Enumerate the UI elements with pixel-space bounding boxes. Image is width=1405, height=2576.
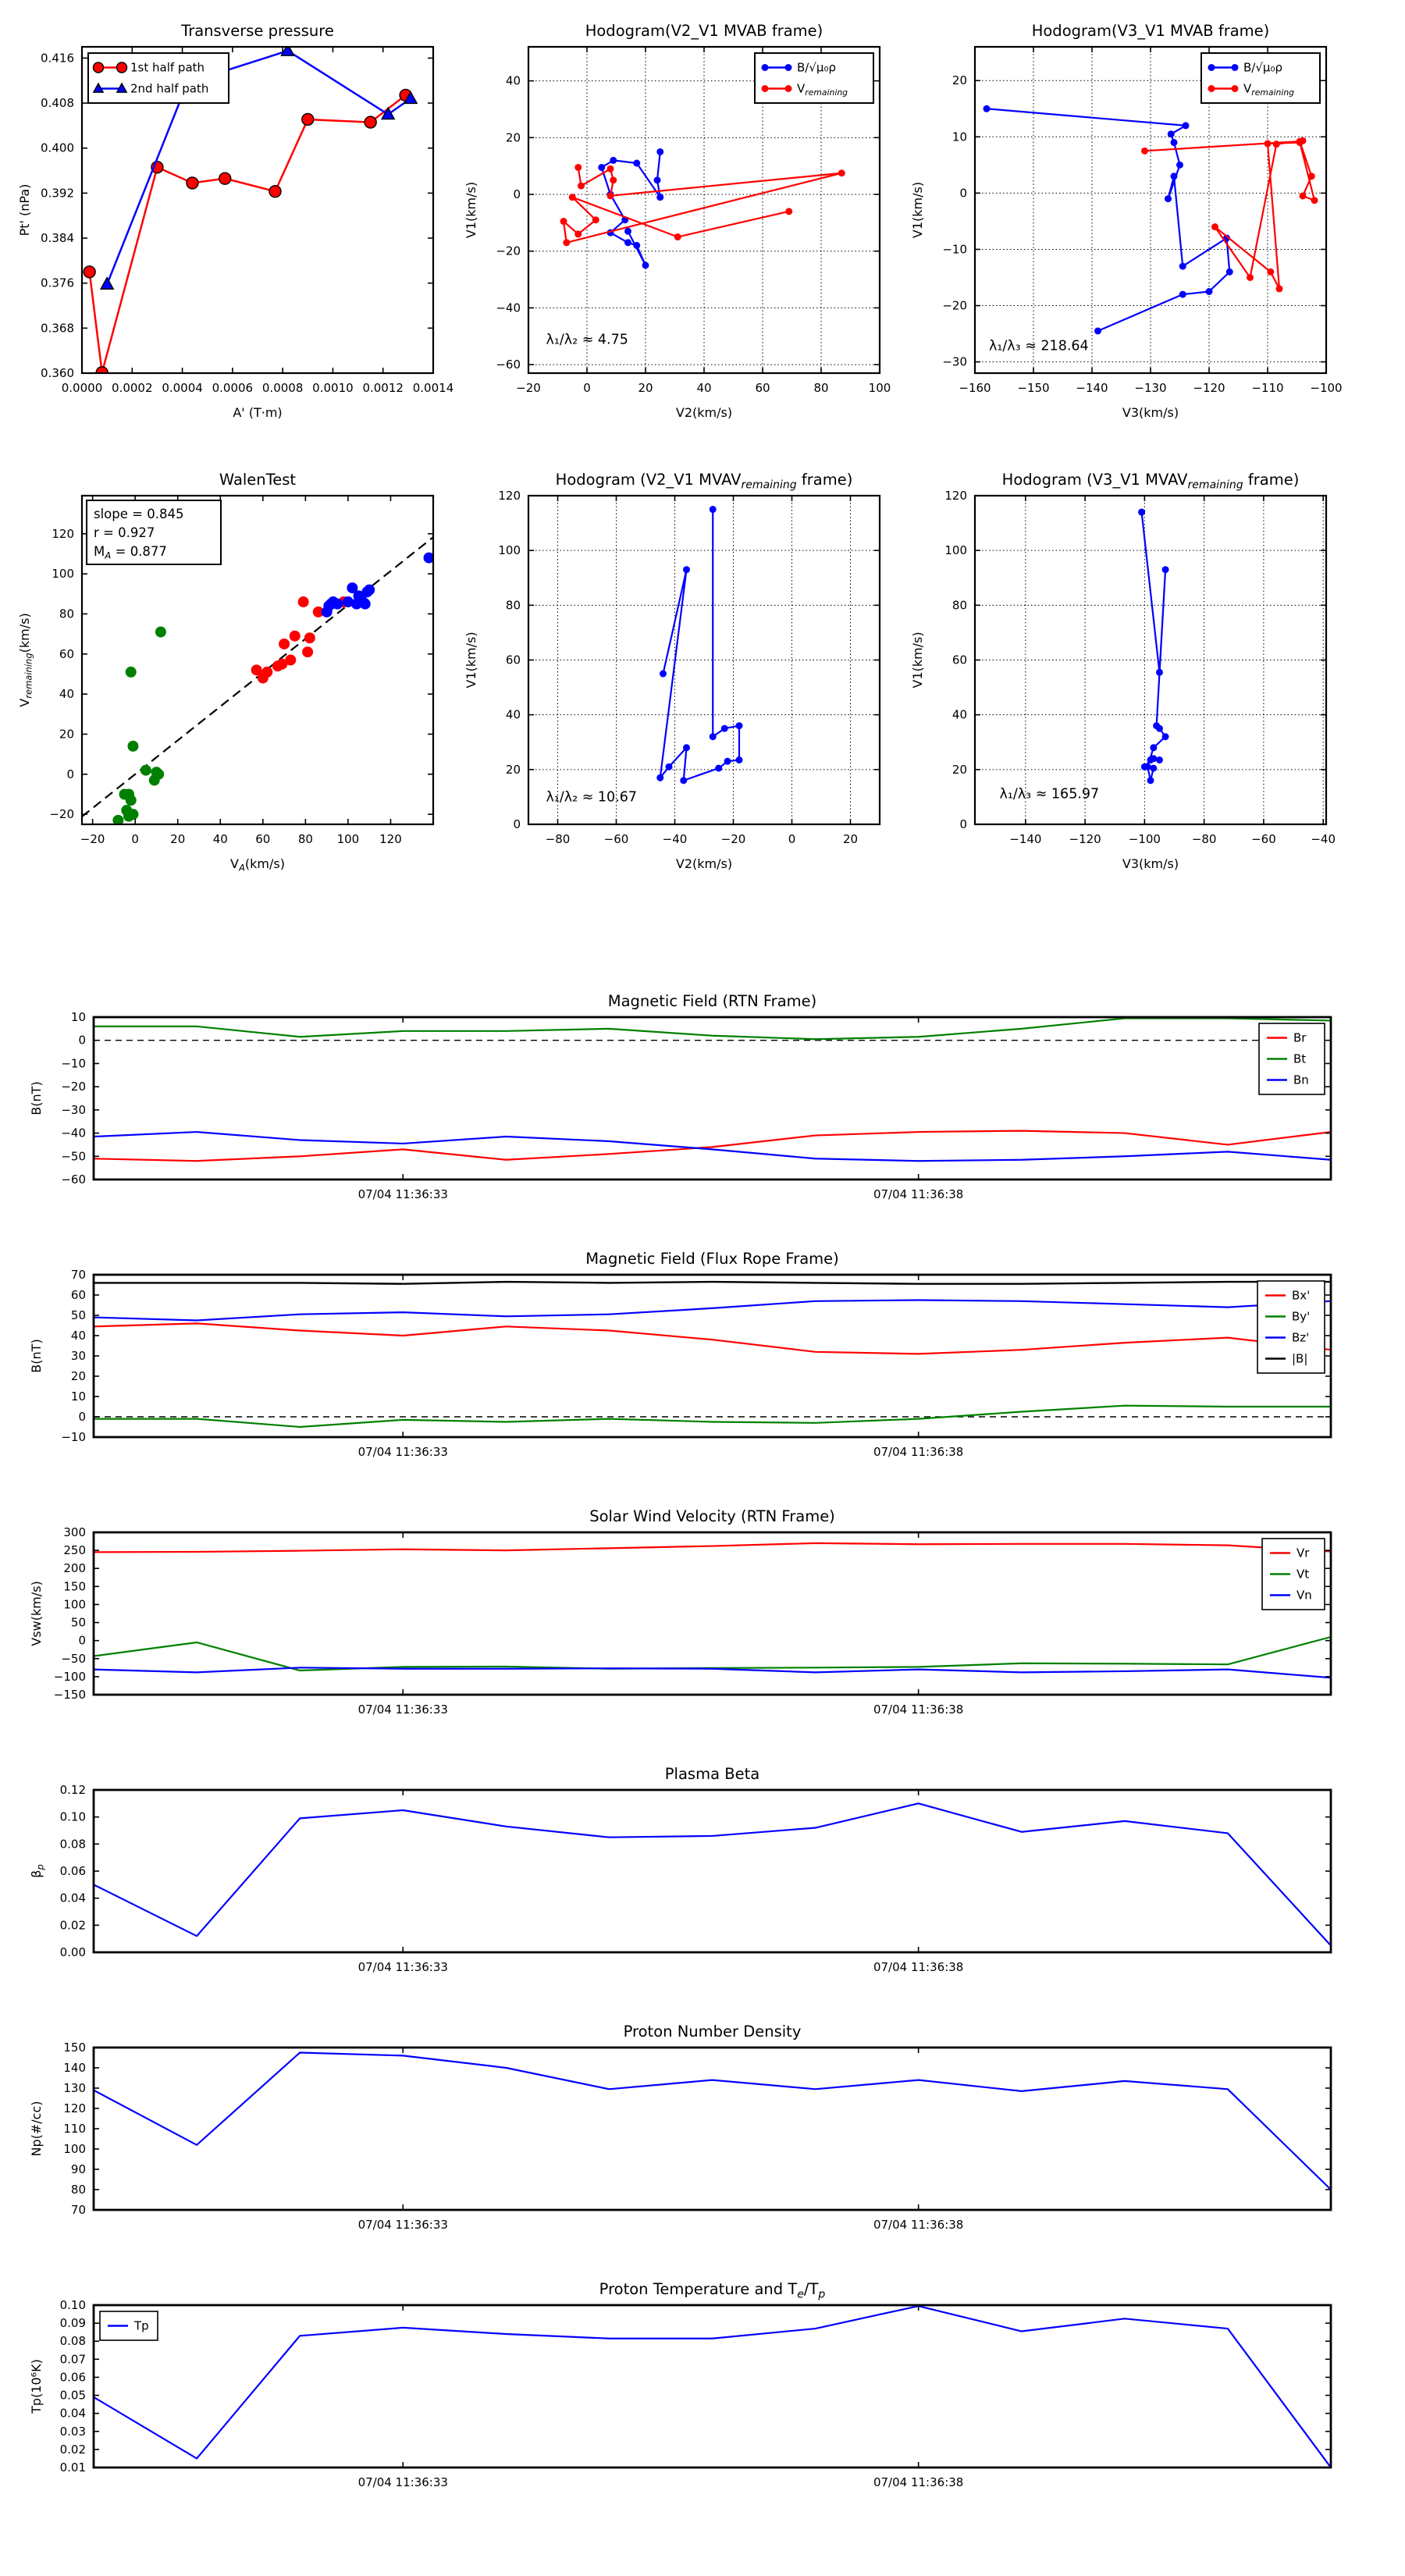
chart-walen-test [0, 461, 468, 912]
svg-text:Vremaining(km/s): $V_{remaining}(km/s)$ [17, 613, 34, 707]
svg-text:200: 200 [63, 1561, 86, 1576]
svg-text:−20: −20 [61, 1080, 86, 1094]
svg-text:−10: −10 [942, 242, 967, 257]
svg-text:10: 10 [951, 130, 967, 144]
svg-text:20: 20 [638, 381, 653, 395]
svg-text:−130: −130 [1134, 381, 1167, 395]
svg-text:0.06: 0.06 [59, 2370, 86, 2385]
svg-text:20: 20 [505, 762, 521, 777]
svg-text:r = 0.927: r = 0.927 [94, 525, 155, 540]
svg-text:B(nT): B(nT) [29, 1081, 44, 1115]
chart-proton-number-density [0, 2002, 1405, 2260]
svg-text:−10: −10 [61, 1056, 86, 1071]
svg-text:λ₁/λ₃ ≈ 165.97: λ₁/λ₃ ≈ 165.97 [999, 786, 1100, 802]
svg-text:250: 250 [63, 1543, 86, 1558]
svg-text:−20: −20 [80, 832, 105, 846]
svg-text:120: 120 [944, 489, 967, 503]
svg-text:0.03: 0.03 [59, 2424, 86, 2439]
svg-text:0.00: 0.00 [59, 1945, 86, 1959]
svg-text:B(nT): B(nT) [29, 1339, 44, 1373]
svg-text:Vr: Vr [1297, 1546, 1310, 1560]
svg-text:λ₁/λ₃ ≈ 218.64: λ₁/λ₃ ≈ 218.64 [989, 338, 1089, 354]
svg-text:Bz': Bz' [1292, 1330, 1310, 1345]
svg-text:λ₁/λ₂ ≈ 4.75: λ₁/λ₂ ≈ 4.75 [546, 332, 628, 348]
svg-text:1st half path: 1st half path [130, 60, 205, 75]
svg-text:70: 70 [70, 2203, 86, 2217]
svg-text:150: 150 [63, 1579, 86, 1594]
svg-text:Vt: Vt [1297, 1567, 1310, 1582]
svg-text:Plasma Beta: Plasma Beta [664, 1765, 760, 1783]
svg-text:130: 130 [63, 2081, 86, 2095]
svg-text:WalenTest: WalenTest [219, 471, 297, 489]
svg-text:0.408: 0.408 [41, 96, 74, 111]
svg-text:20: 20 [505, 130, 521, 145]
chart-hodogram-v2v1-mvab [446, 12, 915, 461]
svg-text:0.0000: 0.0000 [61, 381, 103, 395]
svg-text:Vremaining: $V_{remaining}$ [1243, 81, 1295, 98]
svg-text:0.02: 0.02 [59, 1918, 86, 1933]
svg-text:07/04 11:36:38: 07/04 11:36:38 [873, 2218, 964, 2232]
svg-text:80: 80 [59, 607, 74, 621]
svg-text:V1(km/s): V1(km/s) [910, 181, 925, 239]
svg-text:Magnetic Field (Flux Rope Fram: Magnetic Field (Flux Rope Frame) [585, 1250, 839, 1268]
svg-text:Vremaining: $V_{remaining}$ [797, 81, 848, 98]
svg-text:Hodogram (V3_V1 MVAVremaining: Hodogram (V3_V1 $MVAV_{remaining}$ frame) [1001, 471, 1300, 492]
svg-text:60: 60 [505, 653, 521, 667]
svg-text:100: 100 [336, 832, 360, 846]
svg-text:−150: −150 [1017, 381, 1050, 395]
svg-text:07/04 11:36:33: 07/04 11:36:33 [357, 1703, 448, 1717]
svg-text:40: 40 [59, 687, 74, 702]
svg-text:0.360: 0.360 [41, 366, 74, 380]
svg-text:20: 20 [70, 1369, 86, 1383]
svg-text:50: 50 [70, 1308, 86, 1322]
svg-text:−60: −60 [603, 832, 629, 846]
svg-text:−120: −120 [1069, 832, 1101, 846]
svg-text:70: 70 [70, 1268, 86, 1282]
svg-text:V1(km/s): V1(km/s) [910, 632, 925, 688]
svg-text:30: 30 [70, 1349, 86, 1363]
svg-text:βp: $\beta_p$ [29, 1864, 46, 1878]
svg-text:0: 0 [78, 1410, 86, 1424]
svg-text:−60: −60 [1251, 832, 1276, 846]
svg-text:0: 0 [788, 832, 796, 846]
svg-text:0.10: 0.10 [59, 2298, 86, 2312]
svg-text:80: 80 [505, 598, 521, 613]
svg-text:20: 20 [170, 832, 186, 846]
svg-text:Br: Br [1293, 1030, 1307, 1045]
svg-text:40: 40 [951, 707, 967, 722]
svg-text:−40: −40 [496, 301, 521, 315]
svg-text:Vsw(km/s): Vsw(km/s) [29, 1581, 44, 1646]
svg-text:0: 0 [959, 186, 967, 201]
svg-text:B/√μ₀ρ: B/√μ₀ρ [797, 60, 836, 75]
svg-text:Solar Wind Velocity (RTN Frame: Solar Wind Velocity (RTN Frame) [589, 1507, 835, 1525]
svg-text:07/04 11:36:33: 07/04 11:36:33 [357, 1445, 448, 1459]
svg-text:−50: −50 [61, 1651, 86, 1666]
svg-text:−140: −140 [1076, 381, 1108, 395]
svg-text:0: 0 [66, 767, 74, 781]
svg-text:60: 60 [951, 653, 967, 667]
svg-text:V1(km/s): V1(km/s) [464, 181, 478, 239]
svg-text:Bt: Bt [1293, 1051, 1307, 1066]
svg-text:120: 120 [63, 2101, 86, 2115]
chart-magnetic-field-fluxrope [0, 1229, 1405, 1487]
svg-text:140: 140 [63, 2061, 86, 2075]
svg-text:−60: −60 [61, 1172, 86, 1187]
svg-text:Hodogram(V2_V1 MVAB frame): Hodogram(V2_V1 MVAB frame) [585, 22, 823, 40]
svg-text:0: 0 [131, 832, 139, 846]
svg-text:07/04 11:36:33: 07/04 11:36:33 [357, 1960, 448, 1974]
svg-text:07/04 11:36:38: 07/04 11:36:38 [873, 1445, 964, 1459]
svg-text:0.02: 0.02 [59, 2442, 86, 2457]
svg-text:−20: −20 [942, 298, 967, 313]
svg-text:−40: −40 [61, 1126, 86, 1140]
svg-text:By': By' [1292, 1309, 1311, 1324]
svg-text:−50: −50 [61, 1149, 86, 1164]
svg-text:120: 120 [498, 489, 521, 503]
svg-text:20: 20 [59, 727, 74, 742]
svg-text:40: 40 [505, 707, 521, 722]
svg-text:60: 60 [255, 832, 271, 846]
svg-text:−60: −60 [496, 358, 521, 372]
svg-text:Proton Temperature and Te/Tp: Proton Temperature and $T_e/T_p$ [599, 2280, 826, 2301]
svg-text:110: 110 [63, 2122, 86, 2136]
svg-text:50: 50 [70, 1615, 86, 1630]
svg-text:20: 20 [951, 762, 967, 777]
chart-proton-temperature [0, 2260, 1405, 2576]
svg-text:−20: −20 [496, 244, 521, 258]
svg-text:07/04 11:36:38: 07/04 11:36:38 [873, 1187, 964, 1201]
svg-text:0.08: 0.08 [59, 2334, 86, 2349]
svg-text:Hodogram(V3_V1 MVAB frame): Hodogram(V3_V1 MVAB frame) [1031, 22, 1270, 40]
svg-text:0.0012: 0.0012 [362, 381, 404, 395]
svg-text:10: 10 [70, 1389, 86, 1404]
svg-text:−30: −30 [942, 354, 967, 369]
svg-text:100: 100 [63, 2142, 86, 2156]
svg-text:−40: −40 [662, 832, 688, 846]
svg-text:10: 10 [70, 1010, 86, 1024]
svg-text:07/04 11:36:38: 07/04 11:36:38 [873, 1960, 964, 1974]
svg-text:−120: −120 [1193, 381, 1225, 395]
svg-text:−40: −40 [1311, 832, 1336, 846]
svg-text:Pt' (nPa): Pt' (nPa) [17, 183, 32, 237]
svg-text:0: 0 [78, 1033, 86, 1048]
svg-text:300: 300 [63, 1525, 86, 1539]
svg-text:0.07: 0.07 [59, 2352, 86, 2367]
svg-text:0.0004: 0.0004 [162, 381, 203, 395]
svg-text:Bx': Bx' [1292, 1288, 1311, 1303]
svg-text:Np(#/cc): Np(#/cc) [29, 2101, 44, 2157]
svg-text:100: 100 [52, 567, 74, 582]
svg-text:100: 100 [498, 543, 521, 558]
svg-text:Transverse pressure: Transverse pressure [181, 22, 334, 40]
svg-text:150: 150 [63, 2041, 86, 2055]
svg-text:−20: −20 [49, 807, 74, 822]
svg-text:0.416: 0.416 [41, 51, 74, 66]
svg-text:0.04: 0.04 [59, 1891, 86, 1905]
svg-text:80: 80 [813, 381, 829, 395]
svg-text:0.0002: 0.0002 [112, 381, 153, 395]
svg-text:0.08: 0.08 [59, 1837, 86, 1852]
svg-text:−100: −100 [53, 1669, 86, 1684]
svg-text:0.09: 0.09 [59, 2316, 86, 2331]
svg-text:0.04: 0.04 [59, 2406, 86, 2421]
svg-text:V2(km/s): V2(km/s) [675, 856, 733, 871]
svg-text:0: 0 [513, 187, 521, 202]
svg-text:−110: −110 [1251, 381, 1284, 395]
svg-text:−150: −150 [53, 1688, 86, 1702]
svg-text:100: 100 [63, 1597, 86, 1612]
chart-plasma-beta [0, 1745, 1405, 2002]
svg-text:0.368: 0.368 [41, 321, 74, 336]
svg-text:40: 40 [696, 381, 712, 395]
svg-text:Hodogram (V2_V1 MVAVremaining: Hodogram (V2_V1 $MVAV_{remaining}$ frame) [555, 471, 853, 492]
svg-text:−20: −20 [516, 381, 541, 395]
svg-text:0.0008: 0.0008 [261, 381, 304, 395]
svg-text:0.0010: 0.0010 [312, 381, 354, 395]
svg-text:120: 120 [379, 832, 402, 846]
svg-text:0.01: 0.01 [59, 2460, 86, 2475]
svg-text:slope = 0.845: slope = 0.845 [94, 507, 184, 521]
svg-text:07/04 11:36:33: 07/04 11:36:33 [357, 1187, 448, 1201]
svg-text:0.0014: 0.0014 [412, 381, 454, 395]
svg-text:B/√μ₀ρ: B/√μ₀ρ [1243, 60, 1282, 75]
svg-text:0.10: 0.10 [59, 1809, 86, 1824]
svg-text:Magnetic Field (RTN Frame): Magnetic Field (RTN Frame) [607, 992, 817, 1010]
svg-text:0.400: 0.400 [41, 141, 74, 155]
svg-text:07/04 11:36:33: 07/04 11:36:33 [357, 2218, 448, 2232]
svg-text:Vn: Vn [1297, 1588, 1312, 1603]
svg-text:0: 0 [583, 381, 591, 395]
chart-hodogram-v3v1-mvav [893, 461, 1361, 912]
svg-text:2nd half path: 2nd half path [130, 81, 209, 96]
chart-solar-wind-velocity [0, 1487, 1405, 1745]
svg-text:VA(km/s): $V_A(km/s)$ [230, 856, 285, 873]
svg-text:20: 20 [842, 832, 859, 846]
svg-text:−80: −80 [1191, 832, 1217, 846]
svg-text:0.392: 0.392 [41, 186, 74, 201]
chart-hodogram-v3v1-mvab [893, 12, 1361, 461]
svg-text:80: 80 [297, 832, 313, 846]
svg-text:0: 0 [513, 817, 521, 831]
svg-text:0.12: 0.12 [59, 1783, 86, 1797]
svg-text:07/04 11:36:38: 07/04 11:36:38 [873, 2475, 964, 2489]
svg-text:0.06: 0.06 [59, 1864, 86, 1878]
svg-text:120: 120 [52, 526, 74, 541]
svg-text:V2(km/s): V2(km/s) [675, 405, 733, 420]
svg-text:80: 80 [951, 598, 967, 613]
svg-text:60: 60 [70, 1288, 86, 1302]
svg-text:−30: −30 [61, 1102, 86, 1117]
svg-text:0.376: 0.376 [41, 276, 74, 290]
svg-text:40: 40 [212, 832, 228, 846]
svg-text:V1(km/s): V1(km/s) [464, 632, 478, 688]
svg-text:0.384: 0.384 [41, 231, 74, 246]
svg-text:60: 60 [59, 646, 74, 661]
svg-text:100: 100 [868, 381, 891, 395]
svg-text:07/04 11:36:33: 07/04 11:36:33 [357, 2475, 448, 2489]
chart-hodogram-v2v1-mvav [446, 461, 915, 912]
svg-text:20: 20 [951, 73, 967, 88]
svg-text:−20: −20 [720, 832, 746, 846]
svg-text:40: 40 [505, 73, 521, 88]
svg-text:80: 80 [70, 2183, 86, 2197]
svg-text:−100: −100 [1310, 381, 1343, 395]
svg-text:−140: −140 [1009, 832, 1042, 846]
svg-text:MA = 0.877: $M_A = 0.877$ [94, 544, 167, 561]
svg-text:100: 100 [944, 543, 967, 558]
svg-text:0: 0 [959, 817, 967, 831]
svg-text:−10: −10 [61, 1430, 86, 1444]
svg-text:07/04 11:36:38: 07/04 11:36:38 [873, 1703, 964, 1717]
svg-text:90: 90 [70, 2162, 86, 2176]
svg-text:A' (T·m): A' (T·m) [233, 405, 283, 420]
svg-text:40: 40 [70, 1329, 86, 1343]
svg-text:V3(km/s): V3(km/s) [1122, 405, 1179, 420]
chart-transverse-pressure [0, 12, 468, 461]
svg-text:λ₁/λ₂ ≈ 10.67: λ₁/λ₂ ≈ 10.67 [546, 789, 638, 806]
svg-text:0: 0 [78, 1633, 86, 1648]
svg-text:Bn: Bn [1293, 1073, 1309, 1087]
svg-text:0.05: 0.05 [59, 2388, 86, 2403]
chart-magnetic-field-rtn [0, 972, 1405, 1229]
svg-text:V3(km/s): V3(km/s) [1122, 856, 1179, 871]
svg-text:−160: −160 [959, 381, 991, 395]
svg-text:60: 60 [755, 381, 770, 395]
svg-text:Tp(10⁶K): Tp(10⁶K) [29, 2359, 44, 2414]
svg-text:−100: −100 [1128, 832, 1161, 846]
svg-text:−80: −80 [545, 832, 571, 846]
svg-text:|B|: |B| [1292, 1351, 1308, 1366]
svg-text:0.0006: 0.0006 [212, 381, 254, 395]
svg-text:Proton Number Density: Proton Number Density [623, 2023, 802, 2041]
svg-text:Tp: Tp [134, 2318, 149, 2333]
